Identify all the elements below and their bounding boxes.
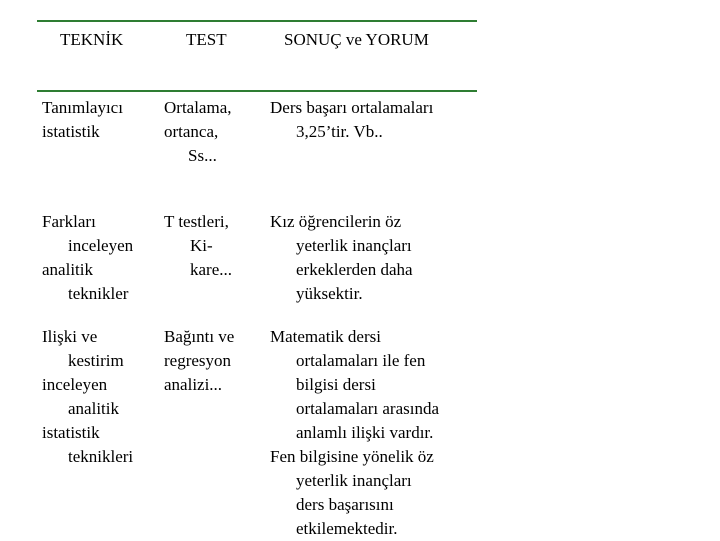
- row2-technique-line: analitik: [42, 260, 93, 279]
- header-result: SONUÇ ve YORUM: [284, 30, 429, 49]
- row3-test-line: analizi...: [164, 375, 223, 394]
- row3-technique-line: analitik: [68, 399, 119, 418]
- row3-result-line: anlamlı ilişki vardır.: [296, 423, 434, 442]
- row1-technique-line: istatistik: [42, 122, 100, 141]
- row2-technique-line: teknikler: [68, 284, 129, 303]
- row1-test-line: ortanca,: [164, 122, 219, 141]
- row1-technique-cell: [42, 96, 123, 144]
- row3-result-line: ortalamaları arasında: [296, 399, 440, 418]
- row2-technique-cell: [42, 210, 133, 306]
- row1-result-line: 3,25’tir. Vb..: [296, 122, 383, 141]
- row2-test-line: Ki-: [190, 236, 213, 255]
- row1-test-line: Ortalama,: [164, 98, 232, 117]
- row2-technique-line: inceleyen: [68, 236, 134, 255]
- row3-result-line: yeterlik inançları: [296, 471, 412, 490]
- row2-test-line: T testleri,: [164, 212, 229, 231]
- row3-result-cell: [270, 325, 439, 541]
- row2-result-line: erkeklerden daha: [296, 260, 413, 279]
- header-bottom-rule: [37, 90, 477, 92]
- row3-result-line: Matematik dersi: [270, 327, 381, 346]
- header-technique: TEKNİK: [60, 30, 124, 49]
- row3-technique-line: teknikleri: [68, 447, 134, 466]
- table-top-rule: [37, 20, 477, 22]
- row1-result-cell: [270, 96, 433, 144]
- row2-technique-line: Farkları: [42, 212, 96, 231]
- row3-result-line: ders başarısını: [296, 495, 394, 514]
- row2-result-line: yeterlik inançları: [296, 236, 412, 255]
- row3-result-line: etkilemektedir.: [296, 519, 398, 538]
- row2-test-line: kare...: [190, 260, 233, 279]
- row3-result-line: bilgisi dersi: [296, 375, 376, 394]
- row2-result-line: yüksektir.: [296, 284, 363, 303]
- row3-test-line: regresyon: [164, 351, 232, 370]
- row3-technique-line: kestirim: [68, 351, 124, 370]
- row1-test-cell: [164, 96, 232, 168]
- row3-technique-cell: [42, 325, 133, 469]
- row3-technique-line: Ilişki ve: [42, 327, 98, 346]
- row2-result-line: Kız öğrencilerin öz: [270, 212, 402, 231]
- row1-result-line: Ders başarı ortalamaları: [270, 98, 434, 117]
- row1-test-line: Ss...: [188, 146, 217, 165]
- row3-result-line: ortalamaları ile fen: [296, 351, 426, 370]
- row3-test-cell: [164, 325, 234, 397]
- row1-technique-line: Tanımlayıcı: [42, 98, 123, 117]
- row2-result-cell: [270, 210, 413, 306]
- row3-technique-line: istatistik: [42, 423, 100, 442]
- row3-technique-line: inceleyen: [42, 375, 108, 394]
- header-test: TEST: [186, 30, 227, 49]
- row3-test-line: Bağıntı ve: [164, 327, 235, 346]
- row3-result-line: Fen bilgisine yönelik öz: [270, 447, 434, 466]
- row2-test-cell: [164, 210, 232, 282]
